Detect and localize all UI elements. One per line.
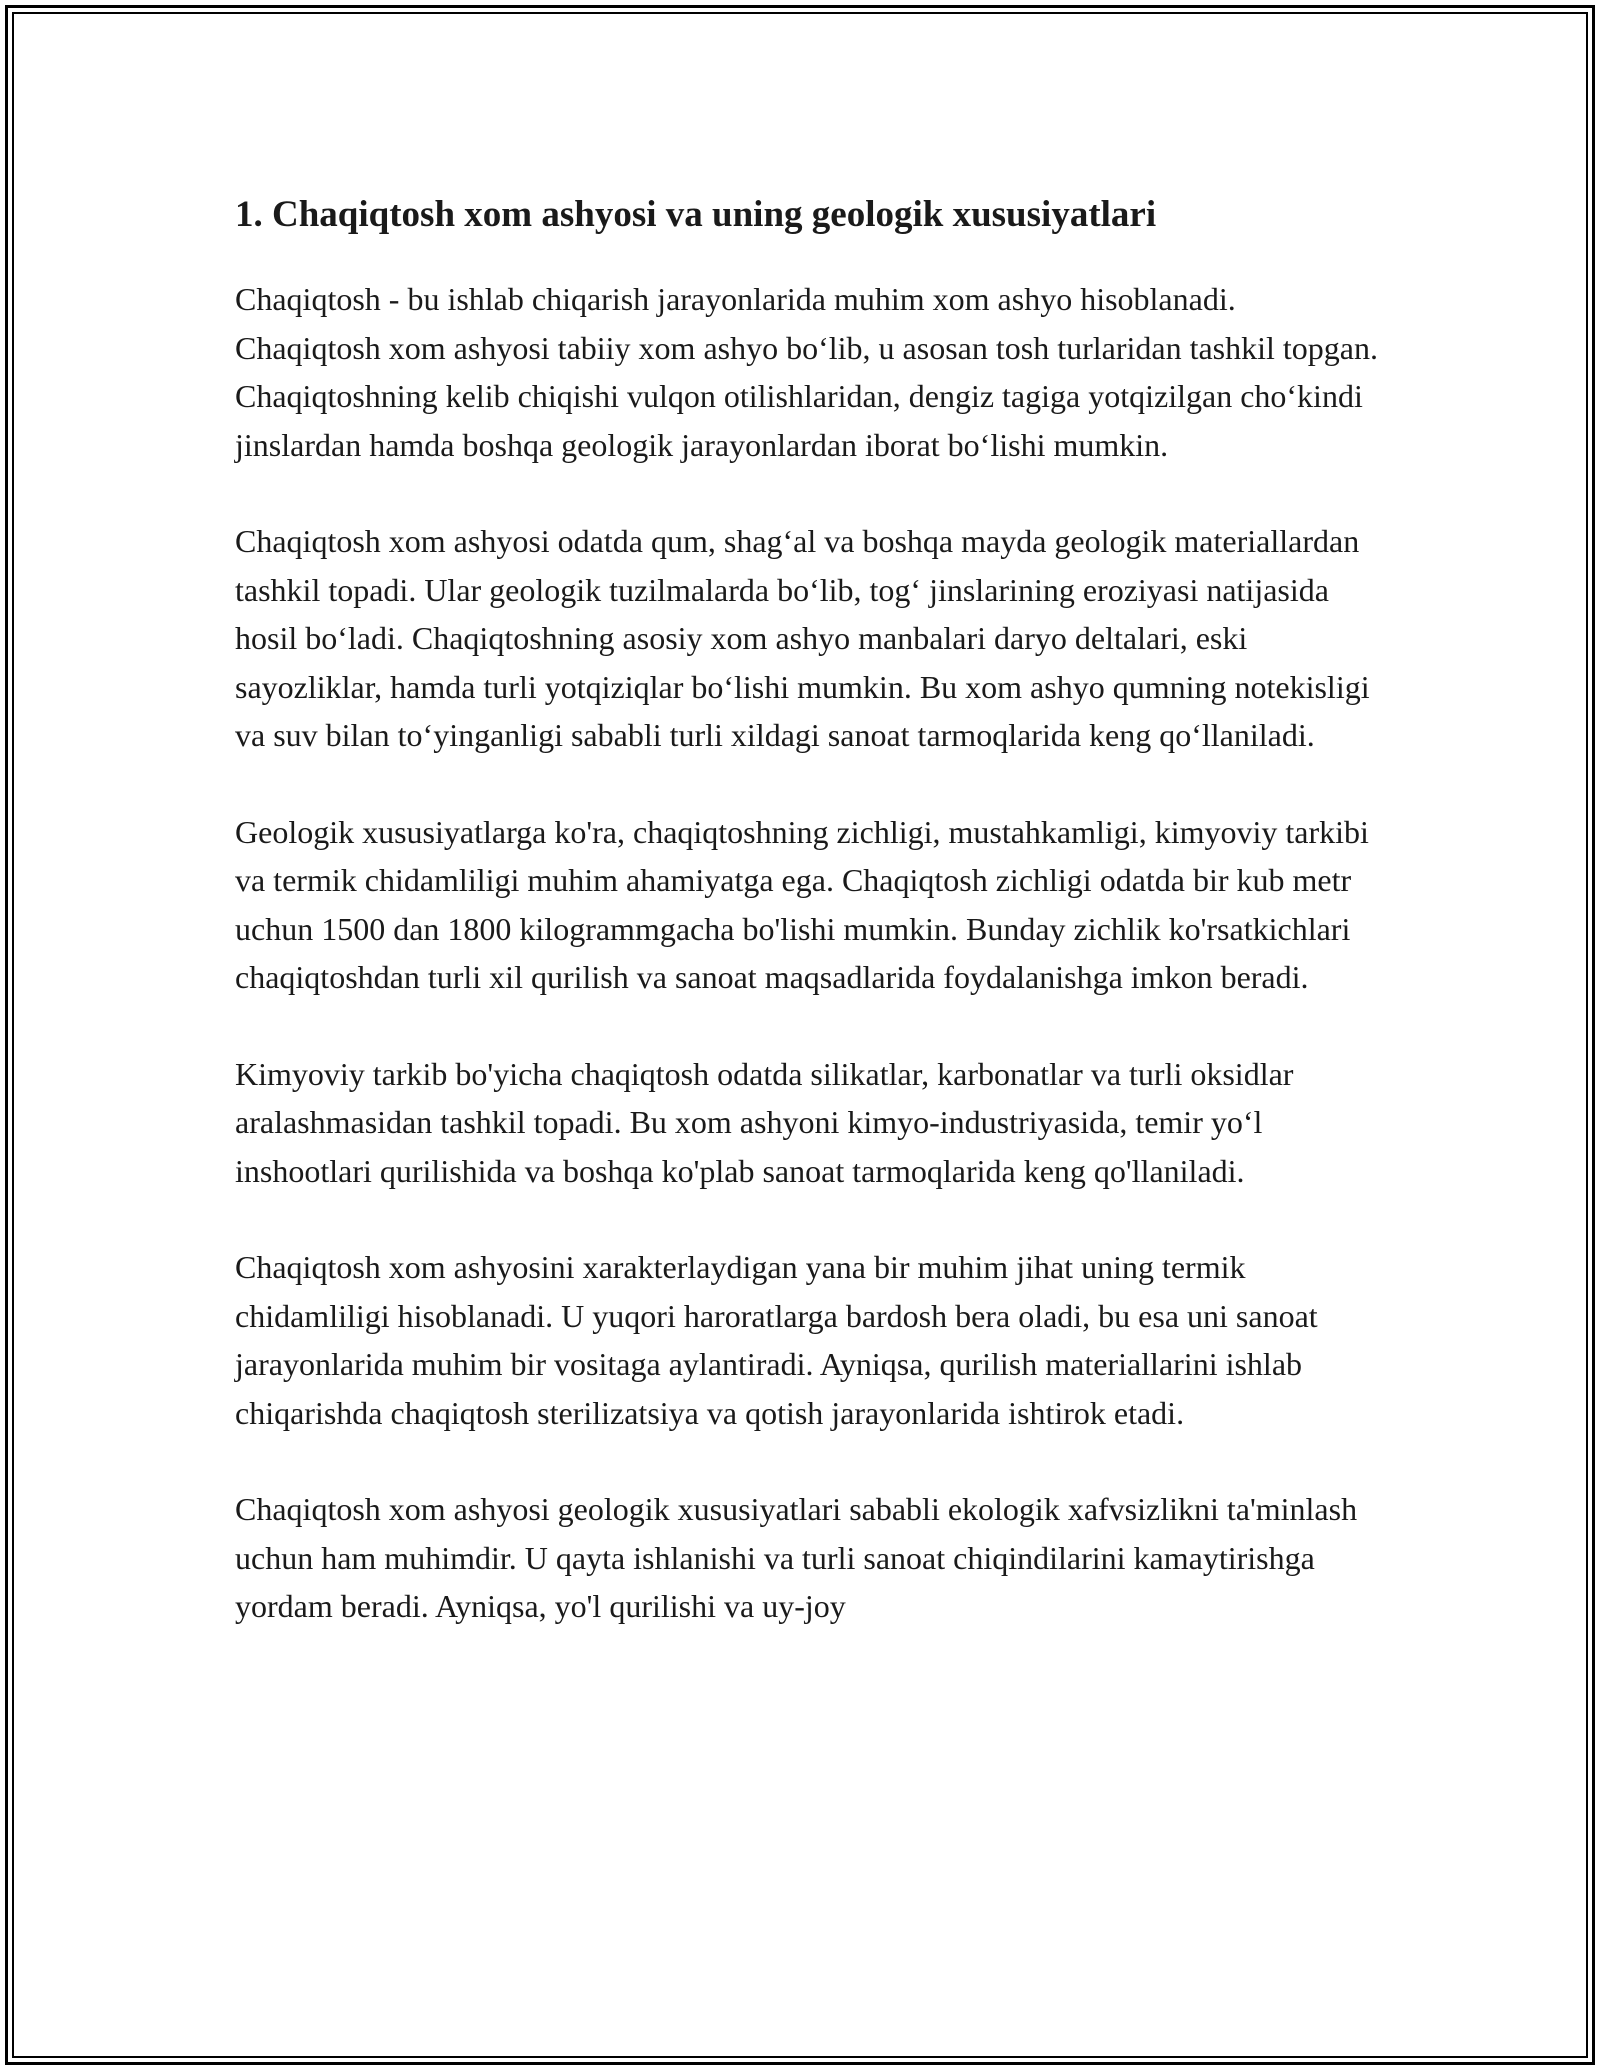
document-body <box>235 185 1385 1679</box>
paragraph-5: Chaqiqtosh xom ashyosini xarakterlaydigan yana bir muhim jihat uning termik chidamliligi hisoblanadi. U yuqori haroratlarga bardosh bera oladi, bu esa uni sanoat jarayonlarida muhim bir vositaga aylantiradi. Ayniqsa, qurilish materiallarini ishlab chiqarishda chaqiqtosh sterilizatsiya va qotish jarayonlarida ishtirok etadi. <box>235 1249 1318 1431</box>
paragraph-1: Chaqiqtosh - bu ishlab chiqarish jarayonlarida muhim xom ashyo hisoblanadi. Chaqiqtosh xom ashyosi tabiiy xom ashyo bo‘lib, u asosan tosh turlaridan tashkil topgan. Chaqiqtoshning kelib chiqishi vulqon otilishlaridan, dengiz tagiga yotqizilgan cho‘kindi jinslardan hamda boshqa geologik jarayonlardan iborat bo‘lishi mumkin. <box>235 281 1378 463</box>
paragraph-6: Chaqiqtosh xom ashyosi geologik xususiyatlari sababli ekologik xafvsizlikni ta'minlash uchun ham muhimdir. U qayta ishlanishi va turli sanoat chiqindilarini kamaytirishga yordam beradi. Ayniqsa, yo'l qurilishi va uy-joy <box>235 1491 1358 1624</box>
paragraph-4: Kimyoviy tarkib bo'yicha chaqiqtosh odatda silikatlar, karbonatlar va turli oksidlar aralashmasidan tashkil topadi. Bu xom ashyoni kimyo-industriyasida, temir yo‘l inshootlari qurilishida va boshqa ko'plab sanoat tarmoqlarida keng qo'llaniladi. <box>235 1055 1294 1189</box>
paragraph-3: Geologik xususiyatlarga ko'ra, chaqiqtoshning zichligi, mustahkamligi, kimyoviy tarkibi va termik chidamliligi muhim ahamiyatga ega. Chaqiqtosh zichligi odatda bir kub metr uchun 1500 dan 1800 kilogrammgacha bo'lishi mumkin. Bunday zichlik ko'rsatkichlari chaqiqtoshdan turli xil qurilish va sanoat maqsadlarida foydalanishga imkon beradi. <box>235 813 1369 995</box>
paragraph-2: Chaqiqtosh xom ashyosi odatda qum, shag‘al va boshqa mayda geologik materiallardan tashkil topadi. Ular geologik tuzilmalarda bo‘lib, tog‘ jinslarining eroziyasi natijasida hosil bo‘ladi. Chaqiqtoshning asosiy xom ashyo manbalari daryo deltalari, eski sayozliklar, hamda turli yotqiziqlar bo‘lishi mumkin. Bu xom ashyo qumning notekisligi va suv bilan to‘yinganligi sababli turli xildagi sanoat tarmoqlarida keng qo‘llaniladi. <box>235 523 1370 753</box>
section-heading: 1. Chaqiqtosh xom ashyosi va uning geologik xususiyatlari <box>235 194 1157 235</box>
